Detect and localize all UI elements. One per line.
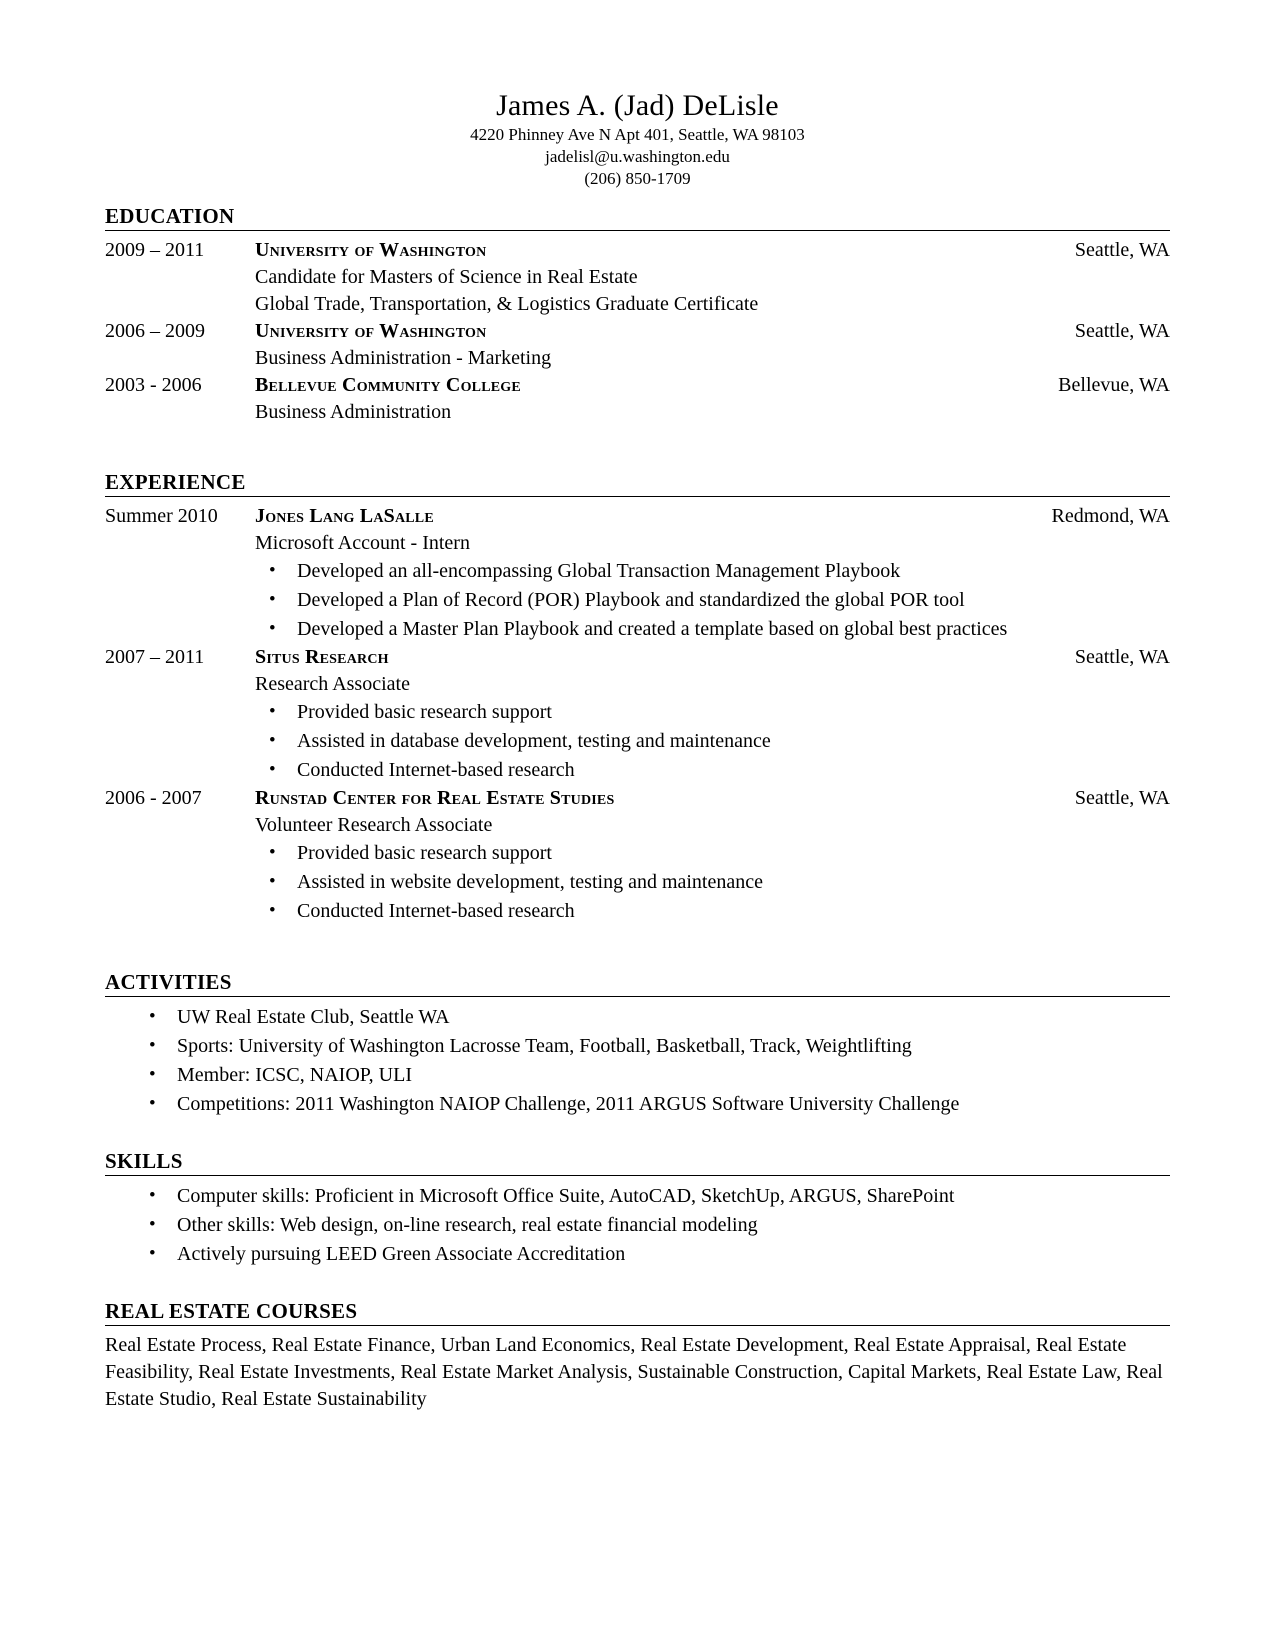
entry-bullet-list	[255, 698, 1170, 785]
spacer	[105, 426, 1170, 456]
contact-email: jadelisl@u.washington.edu	[545, 147, 730, 166]
section-divider-activities	[105, 996, 1170, 997]
list-item: • Provided basic research support	[255, 698, 1170, 727]
entry-detail: Candidate for Masters of Science in Real Estate	[255, 266, 638, 288]
list-item: • Provided basic research support	[255, 839, 1170, 868]
entry-role: Research Associate	[255, 673, 410, 695]
experience-entry	[105, 644, 1170, 785]
section-heading-education: EDUCATION	[105, 204, 235, 228]
entry-role: Microsoft Account - Intern	[255, 532, 470, 554]
section-divider-courses	[105, 1325, 1170, 1326]
spacer	[105, 1119, 1170, 1135]
entry-organization: Bellevue Community College	[255, 374, 521, 396]
list-item: • Developed an all-encompassing Global Transaction Management Playbook	[255, 557, 1170, 586]
contact-phone: (206) 850-1709	[584, 169, 691, 188]
list-item: • Assisted in database development, testing and maintenance	[255, 727, 1170, 756]
document-header	[105, 88, 1170, 190]
entry-location: Seattle, WA	[1074, 646, 1170, 668]
education-entry	[105, 318, 1170, 372]
list-item: • Assisted in website development, testing and maintenance	[255, 868, 1170, 897]
entry-detail: Global Trade, Transportation, & Logistics Graduate Certificate	[255, 293, 759, 315]
section-heading-skills: SKILLS	[105, 1149, 183, 1173]
spacer	[105, 926, 1170, 956]
section-heading-courses: REAL ESTATE COURSES	[105, 1299, 358, 1323]
education-entry	[105, 372, 1170, 426]
spacer	[105, 1269, 1170, 1285]
section-heading-experience: EXPERIENCE	[105, 470, 246, 494]
entry-organization: University of Washington	[255, 239, 487, 261]
section-divider-experience	[105, 496, 1170, 497]
entry-date: 2007 – 2011	[105, 646, 205, 668]
list-item: • Actively pursuing LEED Green Associate Accreditation	[105, 1240, 1170, 1269]
entry-date: 2006 - 2007	[105, 787, 202, 809]
entry-bullet-list	[255, 839, 1170, 926]
contact-address: 4220 Phinney Ave N Apt 401, Seattle, WA 98103	[470, 125, 805, 144]
section-divider-education	[105, 230, 1170, 231]
entry-role: Volunteer Research Associate	[255, 814, 493, 836]
entry-location: Redmond, WA	[1051, 505, 1170, 527]
entry-detail: Business Administration	[255, 401, 452, 423]
entry-organization: Runstad Center for Real Estate Studies	[255, 787, 615, 809]
entry-date: 2003 - 2006	[105, 374, 202, 396]
list-item: • Computer skills: Proficient in Microsoft Office Suite, AutoCAD, SketchUp, ARGUS, SharePoint	[105, 1182, 1170, 1211]
courses-text: Real Estate Process, Real Estate Finance, Urban Land Economics, Real Estate Development, Real Estate Appraisal, Real Estate Feasibility, Real Estate Investments, Real Estate Market Analysis, Sustainable Construction, Capital Markets, Real Estate Law, Real Estate Studio, Real Estate Sustainability	[105, 1334, 1163, 1410]
activities-list	[105, 1003, 1170, 1119]
entry-date: Summer 2010	[105, 505, 218, 527]
entry-detail: Business Administration - Marketing	[255, 347, 552, 369]
section-divider-skills	[105, 1175, 1170, 1176]
list-item: • Conducted Internet-based research	[255, 897, 1170, 926]
entry-organization: Situs Research	[255, 646, 389, 668]
list-item: • Competitions: 2011 Washington NAIOP Challenge, 2011 ARGUS Software University Challenge	[105, 1090, 1170, 1119]
list-item: • Conducted Internet-based research	[255, 756, 1170, 785]
entry-organization: University of Washington	[255, 320, 487, 342]
entry-date: 2006 – 2009	[105, 320, 205, 342]
list-item: • Other skills: Web design, on-line research, real estate financial modeling	[105, 1211, 1170, 1240]
page-title: James A. (Jad) DeLisle	[496, 89, 779, 122]
experience-entry	[105, 785, 1170, 926]
skills-list	[105, 1182, 1170, 1269]
entry-date: 2009 – 2011	[105, 239, 205, 261]
entry-location: Bellevue, WA	[1058, 374, 1170, 396]
list-item: • Member: ICSC, NAIOP, ULI	[105, 1061, 1170, 1090]
list-item: • Sports: University of Washington Lacrosse Team, Football, Basketball, Track, Weightlifting	[105, 1032, 1170, 1061]
section-heading-activities: ACTIVITIES	[105, 970, 232, 994]
list-item: • UW Real Estate Club, Seattle WA	[105, 1003, 1170, 1032]
list-item: • Developed a Plan of Record (POR) Playbook and standardized the global POR tool	[255, 586, 1170, 615]
list-item: • Developed a Master Plan Playbook and created a template based on global best practices	[255, 615, 1170, 644]
entry-bullet-list	[255, 557, 1170, 644]
entry-location: Seattle, WA	[1074, 787, 1170, 809]
entry-location: Seattle, WA	[1074, 320, 1170, 342]
experience-entry	[105, 503, 1170, 644]
entry-location: Seattle, WA	[1074, 239, 1170, 261]
entry-organization: Jones Lang LaSalle	[255, 505, 434, 527]
education-entry	[105, 237, 1170, 318]
